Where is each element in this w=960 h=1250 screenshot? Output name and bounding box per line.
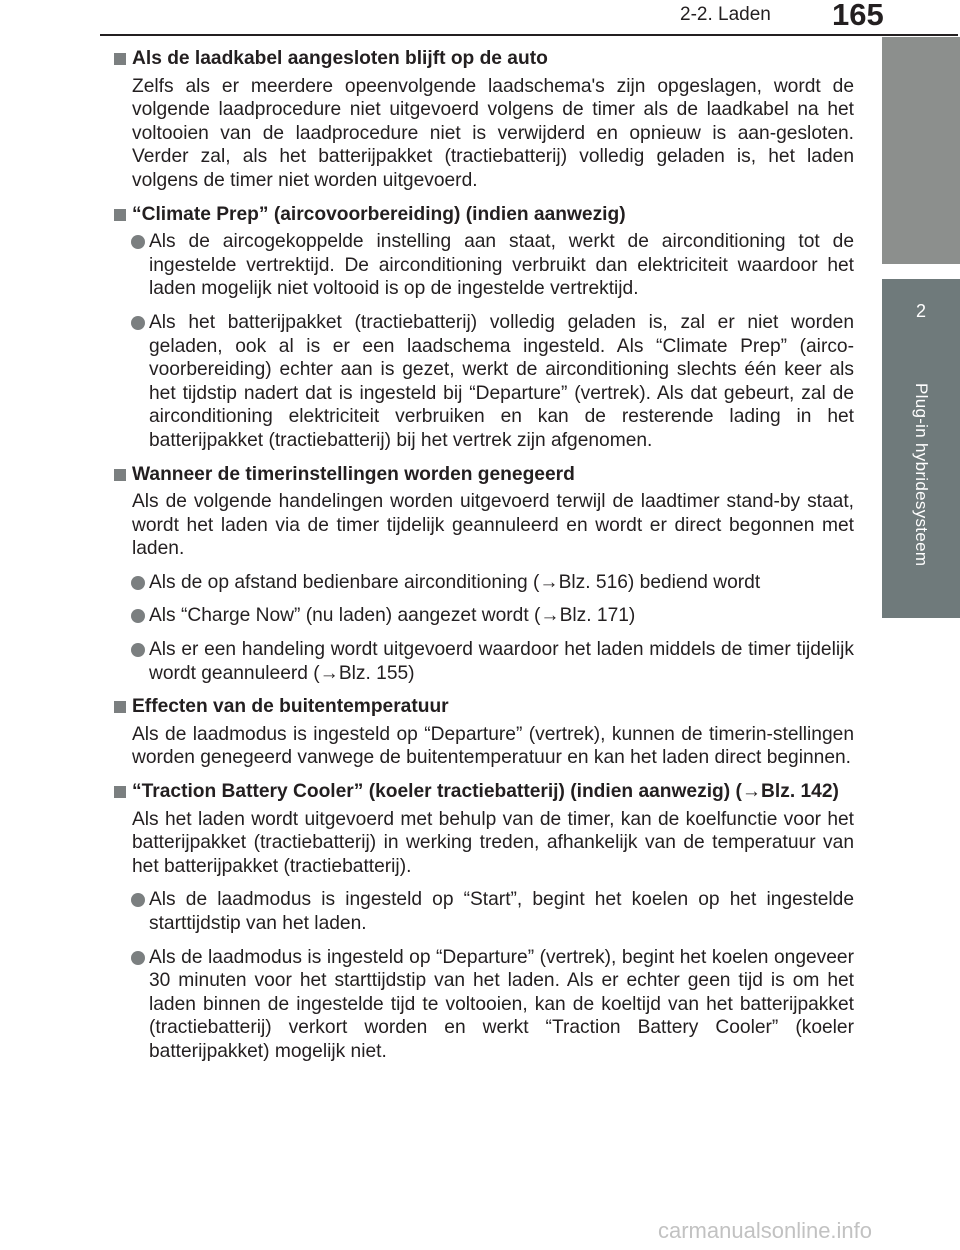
bullet-item bbox=[112, 230, 854, 301]
watermark: carmanualsonline.info bbox=[658, 1218, 873, 1243]
bullet-text: Als de laadmodus is ingesteld op “Start”, begint het koelen op het ingestelde starttijdstip van het laden. bbox=[149, 889, 854, 934]
bullet-item bbox=[112, 311, 854, 453]
section-heading bbox=[112, 780, 854, 804]
round-bullet-icon bbox=[131, 235, 145, 249]
round-bullet-icon bbox=[131, 316, 145, 330]
bullet-item bbox=[112, 638, 854, 685]
para-text: Als de laadmodus is ingesteld op “Departure” (vertrek), kunnen de timerin-stellingen worden genegeerd vanwege de buitentemperatuur en kan het laden direct beginnen. bbox=[132, 723, 854, 769]
bullet-text: Als “Charge Now” (nu laden) aangezet wordt (→Blz. 171) bbox=[149, 605, 636, 627]
heading-text: “Traction Battery Cooler” (koeler tractiebatterij) (indien aanwezig) (→Blz. 142) bbox=[132, 781, 839, 803]
header-divider bbox=[100, 34, 958, 36]
round-bullet-icon bbox=[131, 609, 145, 623]
round-bullet-icon bbox=[131, 643, 145, 657]
bullet-item bbox=[112, 946, 854, 1064]
page-number: 165 bbox=[832, 0, 884, 32]
square-bullet-icon bbox=[114, 469, 126, 481]
chapter-tab[interactable] bbox=[882, 279, 960, 618]
bullet-item bbox=[112, 571, 854, 595]
para-text: Als de volgende handelingen worden uitgevoerd terwijl de laadtimer stand-by staat, wordt het laden via de timer tijdelijk geannuleerd en wordt er direct begonnen met laden. bbox=[132, 491, 854, 560]
square-bullet-icon bbox=[114, 209, 126, 221]
body-paragraph bbox=[112, 808, 854, 879]
bullet-text: Als de laadmodus is ingesteld op “Departure” (vertrek), begint het koelen ongeveer 30 minuten voor het starttijdstip van het laden. Als er echter geen tijd is om het laden binnen de ingestelde tijd te voltooien, kan de koeltijd van het batterijpakket (tractiebatterij) verkort worden en werkt “Traction Battery Cooler” (koeler batterijpakket) mogelijk niet. bbox=[149, 946, 854, 1062]
bullet-item bbox=[112, 604, 854, 628]
round-bullet-icon bbox=[131, 951, 145, 965]
body-paragraph bbox=[112, 75, 854, 193]
heading-text: Wanneer de timerinstellingen worden genegeerd bbox=[132, 463, 575, 485]
square-bullet-icon bbox=[114, 786, 126, 798]
bullet-text: Als de op afstand bedienbare airconditioning (→Blz. 516) bediend wordt bbox=[149, 571, 761, 593]
page-body bbox=[112, 47, 854, 1074]
section-heading bbox=[112, 463, 854, 487]
chapter-number: 2 bbox=[915, 301, 926, 321]
bullet-text: Als de aircogekoppelde instelling aan staat, werkt de airconditioning tot de ingestelde vertrektijd. De airconditioning verbruikt dan elektriciteit waardoor het laden mogelijk niet voltooid is op de ingestelde vertrektijd. bbox=[149, 231, 854, 300]
heading-text: “Climate Prep” (aircovoorbereiding) (indien aanwezig) bbox=[132, 203, 626, 225]
side-tab-top bbox=[882, 37, 960, 264]
para-text: Als het laden wordt uitgevoerd met behulp van de timer, kan de koelfunctie voor het batterijpakket (tractiebatterij) in werking treden, afhankelijk van de temperatuur van het batterijpakket (tractiebatterij). bbox=[132, 808, 854, 877]
section-heading bbox=[112, 203, 854, 227]
chapter-title: Plug-in hybridesysteem bbox=[912, 383, 931, 567]
bullet-text: Als er een handeling wordt uitgevoerd waardoor het laden middels de timer tijdelijk wordt geannuleerd (→Blz. 155) bbox=[149, 639, 854, 684]
section-heading bbox=[112, 695, 854, 719]
bullet-text: Als het batterijpakket (tractiebatterij) volledig geladen is, zal er niet worden geladen, ook al is er een laadschema ingesteld. Als “Climate Prep” (airco-voorbereiding) echter aan is gezet, werkt de airconditioning slechts één keer als het tijdstip nadert dat is ingesteld bij “Departure” (vertrek). Als dat gebeurt, zal de airconditioning elektriciteit verbruiken en kan de resterende lading in het batterijpakket (tractiebatterij) bij het vertrek zijn afgenomen. bbox=[149, 311, 854, 451]
heading-text: Als de laadkabel aangesloten blijft op de auto bbox=[132, 48, 548, 69]
section-heading bbox=[112, 47, 854, 71]
heading-text: Effecten van de buitentemperatuur bbox=[132, 696, 449, 718]
round-bullet-icon bbox=[131, 576, 145, 590]
body-paragraph bbox=[112, 490, 854, 561]
section-title: 2-2. Laden bbox=[680, 4, 771, 25]
square-bullet-icon bbox=[114, 53, 126, 65]
body-paragraph bbox=[112, 723, 854, 770]
square-bullet-icon bbox=[114, 701, 126, 713]
para-text: Zelfs als er meerdere opeenvolgende laadschema's zijn opgeslagen, wordt de volgende laadprocedure niet uitgevoerd volgens de timer als de laadkabel na het voltooien van de laadprocedure niet is verwijderd en opnieuw is aan-gesloten. Verder zal, als het batterijpakket (tractiebatterij) volledig geladen is, het laden volgens de timer niet worden uitgevoerd. bbox=[132, 75, 854, 191]
bullet-item bbox=[112, 888, 854, 935]
round-bullet-icon bbox=[131, 893, 145, 907]
